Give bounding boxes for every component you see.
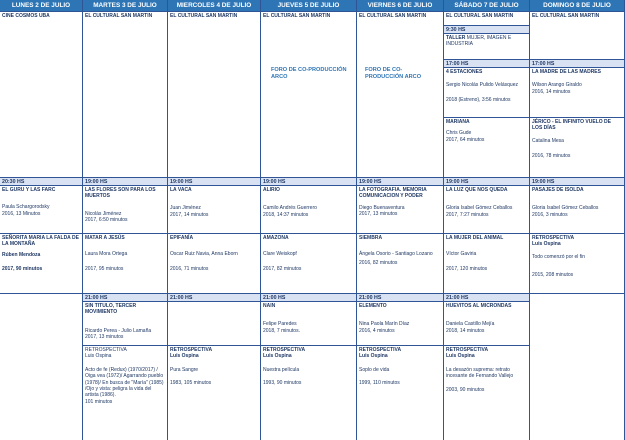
- film-meta: 2017, 95 minutos: [85, 265, 124, 272]
- film-director: Paula Schargorodsky: [2, 204, 50, 211]
- film-title: 4 ESTACIONES: [446, 69, 483, 75]
- column-saturday: [444, 0, 530, 440]
- empty-cell: [0, 294, 83, 440]
- film-meta: 2017, 13 minutos: [359, 211, 398, 218]
- film-meta: 2016, 71 minutos: [170, 265, 209, 272]
- retro-film: Nuestra película: [263, 366, 300, 373]
- retro-meta: 1993, 90 minutos: [263, 380, 302, 387]
- time-slot: 20:30 HS: [0, 178, 83, 186]
- film-title: HUEVITOS AL MICRONDAS: [446, 303, 512, 309]
- film-director: Nicolás Jiménez: [85, 210, 122, 217]
- retro-name: Luis Ospina: [359, 353, 388, 360]
- film-meta: 2017, 64 minutos: [446, 136, 485, 143]
- time-slot: 21:00 HS: [444, 294, 530, 302]
- time-slot: 17:00 HS: [444, 60, 530, 68]
- empty-cell: [530, 294, 625, 440]
- film-director: Laura Mora Ortega: [85, 251, 128, 258]
- film-title: JÉRICO - EL INFINITO VUELO DE LOS DÍAS: [532, 119, 611, 132]
- film-title: MATAR A JESÚS: [85, 235, 125, 241]
- time-slot: 17:00 HS: [530, 60, 625, 68]
- film-director: Clare Weiskopf: [263, 251, 297, 258]
- time-slot: 19:00 HS: [261, 178, 357, 186]
- film-title: EL GURU Y LAS FARC: [2, 187, 56, 193]
- film-entry: [530, 118, 625, 178]
- retro-meta: 1983, 105 minutos: [170, 380, 212, 387]
- film-entry: [444, 118, 530, 178]
- film-meta: 2018, 7 minutos.: [263, 327, 300, 334]
- film-director: Rúben Mendoza: [2, 251, 41, 258]
- time-slot: 19:00 HS: [83, 178, 168, 186]
- film-director: Gloria Isabel Gómez Ceballos: [446, 205, 513, 212]
- film-director: Diego Buenaventura: [359, 204, 405, 211]
- retro-label: RETROSPECTIVA: [532, 235, 575, 241]
- film-entry: [530, 68, 625, 118]
- venue-friday: [357, 12, 444, 178]
- retro-label: RETROSPECTIVA: [263, 347, 306, 353]
- day-header-tuesday: MARTES 3 DE JULIO: [83, 0, 168, 12]
- time-slot: 19:00 HS: [530, 178, 625, 186]
- film-entry: [444, 302, 530, 346]
- film-title: LA FOTOGRAFIA. MEMORIA COMUNICACION Y PODER: [359, 187, 427, 200]
- retro-film: Soplo de vida: [359, 366, 390, 373]
- column-monday: [0, 0, 83, 440]
- film-entry: [83, 234, 168, 294]
- venue-saturday: EL CULTURAL SAN MARTIN: [444, 12, 530, 26]
- film-director: Wilson Arango Giraldo: [532, 82, 582, 89]
- column-wednesday: [168, 0, 261, 440]
- film-entry: [261, 302, 357, 346]
- retro-label: RETROSPECTIVA: [85, 347, 127, 353]
- workshop-title: MUJER, IMAGEN E INDUSTRIA: [446, 35, 512, 48]
- film-entry: [261, 186, 357, 234]
- film-meta: 2016, 4 minutos: [359, 327, 395, 334]
- venue-wednesday: EL CULTURAL SAN MARTIN: [168, 12, 261, 178]
- film-entry: [168, 234, 261, 294]
- film-title: MARIANA: [446, 119, 470, 125]
- film-entry: [0, 234, 83, 294]
- film-entry: [444, 234, 530, 294]
- film-meta: 2017, 7:27 minutos: [446, 211, 489, 218]
- film-title: LA VACA: [170, 187, 192, 193]
- coproduction-forum: FORO DE CO-PRODUCCIÓN ARCO: [365, 67, 422, 81]
- film-entry: [357, 186, 444, 234]
- time-slot: 21:00 HS: [83, 294, 168, 302]
- film-meta: 2016, 14 minutos: [532, 88, 571, 95]
- venue-thursday: [261, 12, 357, 178]
- film-entry: [444, 186, 530, 234]
- venue-sunday: EL CULTURAL SAN MARTIN: [530, 12, 625, 60]
- film-director: Camilo Andrés Guerrero: [263, 205, 317, 212]
- film-title: ELEMENTO: [359, 303, 387, 309]
- film-entry: [357, 302, 444, 346]
- retro-film: La desazón suprema: retrato incesante de Fernando Vallejo: [446, 366, 514, 380]
- film-director: Felipe Paredes: [263, 321, 297, 328]
- venue-tuesday: EL CULTURAL SAN MARTIN: [83, 12, 168, 178]
- workshop-entry: [444, 34, 530, 60]
- film-title: SIEMBRA: [359, 235, 383, 241]
- venue-label: EL CULTURAL SAN MARTIN: [263, 13, 331, 19]
- film-entry: [530, 186, 625, 234]
- film-meta: 2018 (Estreno), 3:56 minutos: [446, 96, 511, 103]
- time-slot: 9:30 HS: [444, 26, 530, 34]
- day-header-monday: LUNES 2 DE JULIO: [0, 0, 83, 12]
- film-title: LA LUZ QUE NOS QUEDA: [446, 187, 508, 193]
- coproduction-forum: FORO DE CO-PRODUCCIÓN ARCO: [271, 67, 347, 81]
- film-meta: 2017, 82 minutos: [263, 265, 302, 272]
- film-director: Nina Paola Marín Díaz: [359, 321, 410, 328]
- time-slot: 19:00 HS: [168, 178, 261, 186]
- retro-name: Luis Ospina: [446, 353, 475, 360]
- film-title: AMAZONA: [263, 235, 289, 241]
- film-entry: [444, 68, 530, 118]
- retro-film: Pura Sangre: [170, 366, 199, 373]
- retro-name: Luis Ospina: [532, 241, 561, 248]
- retro-films: Acto de fe (Redux) (1970/2017) / Oiga vea (1972)/ Agarrando pueblo (1978)/ En busca de "María" (1985) /Ojo y vista: peligra la vida del artista (1986).: [85, 366, 164, 399]
- column-thursday: [261, 0, 357, 440]
- day-header-friday: VIERNES 6 DE JULIO: [357, 0, 444, 12]
- workshop-prefix: TALLER: [446, 35, 466, 41]
- film-meta: 2016, 82 minutos: [359, 259, 398, 266]
- day-header-wednesday: MIERCOLES 4 DE JULIO: [168, 0, 261, 12]
- film-director: Víctor Gaviria: [446, 251, 477, 258]
- retro-film: Todo comenzó por el fin: [532, 253, 586, 260]
- time-slot: 19:00 HS: [444, 178, 530, 186]
- film-director: Juan Jiménez: [170, 205, 201, 212]
- film-title: LA MUJER DEL ANIMAL: [446, 235, 504, 241]
- retro-label: RETROSPECTIVA: [170, 347, 213, 353]
- time-slot: 21:00 HS: [261, 294, 357, 302]
- film-meta: 2018, 14:37 minutos: [263, 211, 309, 218]
- film-meta: 2017, 90 minutos: [2, 266, 43, 273]
- film-meta: 2018, 14 minutos: [446, 327, 485, 334]
- film-title: LA MADRE DE LAS MADRES: [532, 69, 601, 75]
- retrospective-entry: [83, 346, 168, 440]
- film-meta: 2016, 3 minutos: [532, 211, 568, 218]
- column-sunday: [530, 0, 625, 440]
- day-header-saturday: SÁBADO 7 DE JULIO: [444, 0, 530, 12]
- film-title: NAIN: [263, 303, 276, 309]
- film-title: LAS FLORES SON PARA LOS MUERTOS: [85, 187, 156, 200]
- film-director: Oscar Ruiz Navia, Anna Eborn: [170, 251, 238, 258]
- retro-name: Luis Ospina: [263, 353, 292, 360]
- retro-meta: 1999, 110 minutos: [359, 380, 400, 387]
- film-director: Daniela Castillo Mejía: [446, 321, 495, 328]
- retro-label: RETROSPECTIVA: [359, 347, 402, 353]
- retro-name: Luis Ospina: [170, 353, 199, 360]
- retrospective-entry: [530, 234, 625, 294]
- film-entry: [261, 234, 357, 294]
- film-meta: 2016, 13 Minutos: [2, 210, 41, 217]
- day-header-sunday: DOMINGO 8 DE JULIO: [530, 0, 625, 12]
- retro-name: Luis Ospina: [85, 353, 112, 360]
- retro-meta: 2015, 208 minutos: [532, 272, 574, 279]
- film-title: SIN TITULO, TERCER MOVIMIENTO: [85, 303, 137, 316]
- retro-label: RETROSPECTIVA: [446, 347, 489, 353]
- film-meta: 2017, 13 minutos: [85, 334, 124, 341]
- time-slot: 19:00 HS: [357, 178, 444, 186]
- retrospective-entry: [444, 346, 530, 440]
- film-entry: [357, 234, 444, 294]
- retro-meta: 2003, 90 minutos: [446, 386, 485, 393]
- film-director: Gloria Isabel Gómez Ceballos: [532, 205, 599, 212]
- column-tuesday: [83, 0, 168, 440]
- film-title: ALIRIO: [263, 187, 280, 193]
- retrospective-entry: [168, 346, 261, 440]
- film-title: EPIFANÍA: [170, 235, 194, 241]
- film-director: Chris Gude: [446, 130, 472, 137]
- day-header-thursday: JUEVES 5 DE JULIO: [261, 0, 357, 12]
- film-entry: [168, 186, 261, 234]
- film-meta: 2016, 78 minutos: [532, 153, 571, 160]
- film-meta: 2017, 14 minutos: [170, 211, 209, 218]
- film-entry: [83, 302, 168, 346]
- venue-monday: CINE COSMOS UBA: [0, 12, 83, 178]
- film-entry: [83, 186, 168, 234]
- film-entry: [0, 186, 83, 234]
- retrospective-entry: [261, 346, 357, 440]
- time-slot: 21:00 HS: [168, 294, 261, 302]
- film-meta: 2017, 6:50 minutos: [85, 217, 128, 224]
- film-title: PASAJES DE ISOLDA: [532, 187, 584, 193]
- venue-label: EL CULTURAL SAN MARTIN: [359, 13, 427, 19]
- film-director: Ángela Osorio - Santiago Lozano: [359, 251, 433, 258]
- film-meta: 2017, 120 minutos: [446, 265, 488, 272]
- retrospective-entry: [357, 346, 444, 440]
- empty-cell: [168, 302, 261, 346]
- film-director: Catalina Mesa: [532, 137, 564, 144]
- film-director: Sergio Nicolás Pulido Velásquez: [446, 82, 518, 89]
- column-friday: [357, 0, 444, 440]
- film-director: Ricardo Perea - Julio Lamaña: [85, 327, 152, 334]
- retro-meta: 101 minutos: [85, 398, 113, 405]
- film-title: SEÑORITA MARIA LA FALDA DE LA MONTAÑA: [2, 235, 79, 248]
- time-slot: 21:00 HS: [357, 294, 444, 302]
